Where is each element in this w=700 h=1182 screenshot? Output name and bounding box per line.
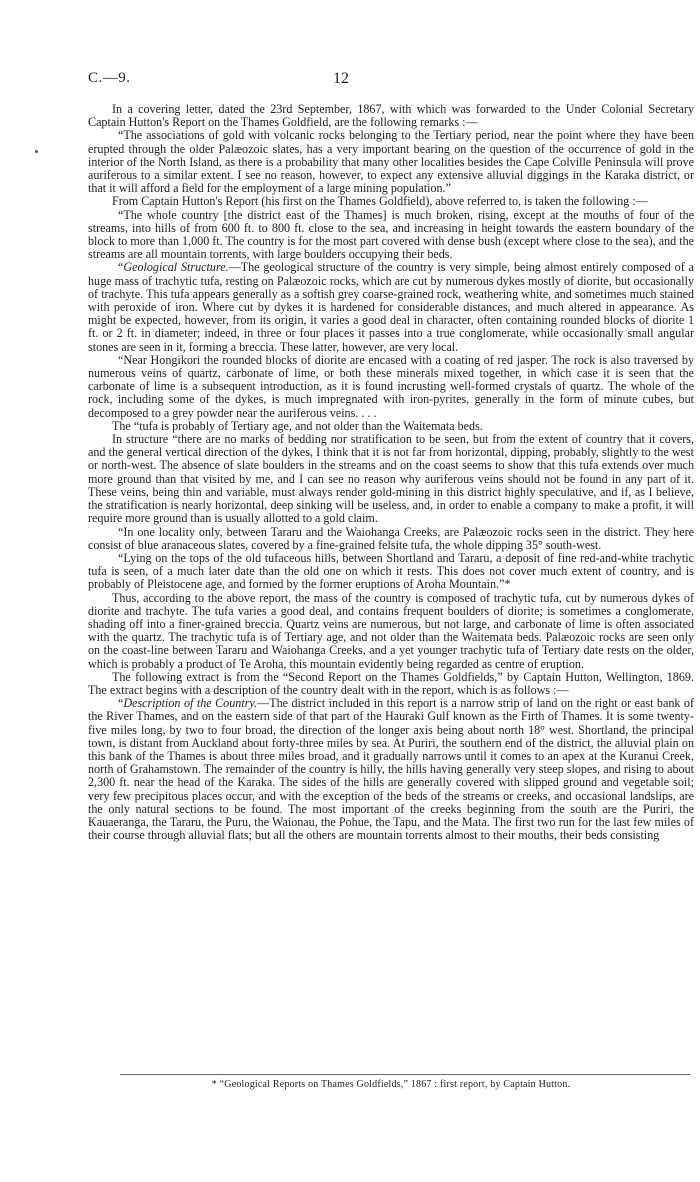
paragraph: From Captain Hutton's Report (his first on the Thames Goldfield), above referred to, is taken the following :— xyxy=(112,194,648,209)
quoted-paragraph: “Lying on the tops of the old tufaceous hills, between Shortland and Tararu, a deposit of fine red-and-white trachytic tufa is seen, of a much later date than the old one on which it rests. This does not cover much extent of country, and is probably of Pleistocene age, and formed by the former eruptions of Aroha Mountain.”* xyxy=(88,550,694,592)
paragraph: The following extract is from the “Second Report on the Thames Goldfields,” by Captain Hutton, Wellington, 1869. The extract begins with a description of the country dealt with in the report, which is as follows :— xyxy=(88,669,694,697)
quoted-paragraph: “Near Hongikori the rounded blocks of diorite are encased with a coating of red jasper. The rock is also traversed by numerous veins of quartz, carbonate of lime, or both these minerals mixed together, in which case it is seen that the carbonate of lime is a subsequent introduction, as it is found incrusting well-formed crystals of quartz. The whole of the rock, including some of the dykes, is much impregnated with iron-pyrites, generally in the form of minute cubes, but decomposed to a grey powder near the auriferous veins. . . . xyxy=(88,352,694,420)
paragraph: In a covering letter, dated the 23rd September, 1867, with which was forwarded to the Under Colonial Secretary Captain Hutton's Report on the Thames Goldfield, are the following remarks :— xyxy=(88,102,694,130)
quoted-paragraph xyxy=(88,261,694,353)
document-body xyxy=(88,103,694,842)
footnote-divider xyxy=(120,1074,690,1075)
section-heading: Geological Structure. xyxy=(123,260,229,275)
paragraph: In structure “there are no marks of bedding nor stratification to be seen, but from the extent of country that it covers, and the general vertical direction of the dykes, I think that it is not far from horizontal, dipping, probably, slightly to the west or north-west. The absence of slate boulders in the streams and on the coast seems to show that this tufa extends over much more ground than that visited by me, and I can see no reason why auriferous veins should not be found in any part of it. These veins, being thin and variable, must always render gold-mining in this district highly speculative, and if, as I believe, the stratification is nearly horizontal, deep sinking will be useless, and, in order to enable a company to make a profit, it will require more ground than is usually allotted to a gold claim. xyxy=(88,432,694,526)
paragraph-text: —The geological structure of the country is very simple, being almost entirely composed of a huge mass of trachytic tufa, resting on Palæozoic rocks, which are cut by numerous dykes mostly of diorite, but occasionally of trachyte. This tufa appears generally as a softish grey coarse-grained rock, weathering white, and sometimes much stained with peroxide of iron. Where cut by dykes it is hardened for considerable distances, and much altered in appearance. As might be expected, however, from its origin, it varies a good deal in character, often containing rounded blocks of diorite 1 ft. or 2 ft. in diameter; indeed, in three or four places it passes into a true conglomerate, while occasionally small angular stones are seen in it, forming a breccia. These latter, however, are very local. xyxy=(88,260,694,354)
paragraph-text: —The district included in this report is a narrow strip of land on the right or east bank of the River Thames, and on the eastern side of that part of the Hauraki Gulf known as the Firth of Thames. It is some twenty-five miles long, by two to four broad, the direction of the longer axis being about north 18° west. Shortland, the principal town, is distant from Auckland about forty-three miles by sea. At Puriri, the southern end of the district, the alluvial plain on this bank of the Thames is about three miles broad, and it gradually narrows until it comes to an apex at the Kuranui Creek, north of Grahamstown. The remainder of the country is hilly, the hills having generally very steep slopes, and rising to about 2,300 ft. near the head of the Karaka. The sides of the hills are generally covered with slipped ground and vegetable soil; very few precipitous places occur, and with the exception of the beds of the streams or creeks, and occasional landslips, are the only natural sections to be found. The most important of the creeks beginning from the south are the Puriri, the Kauaeranga, the Tararu, the Puru, the Waionau, the Pohue, the Tapu, and the Mata. The first two run for the last few miles of their course through alluvial flats; but all the others are mountain torrents almost to their mouths, their beds consisting xyxy=(88,696,694,843)
quoted-paragraph: “In one locality only, between Tararu and the Waiohanga Creeks, are Palæozoic rocks seen in the district. They here consist of blue aranaceous slates, covered by a fine-grained felsite tufa, the whole dipping 35° south-west. xyxy=(88,524,694,552)
document-reference: C.—9. xyxy=(88,70,131,86)
section-heading: Description of the Country. xyxy=(123,696,258,711)
quoted-paragraph xyxy=(88,697,694,842)
page-header xyxy=(88,70,694,92)
quoted-paragraph: “The associations of gold with volcanic rocks belonging to the Tertiary period, near the point where they have been erupted through the older Palæozoic slates, has a very important bearing on the question of the occurrence of gold in the interior of the North Island, as there is a probability that many other localities besides the Cape Colville Peninsula will prove auriferous to a similar extent. I see no reason, however, to expect any extensive alluvial diggings in the Karaka district, or that it will afford a field for the employment of a large mining population.” xyxy=(88,128,694,196)
quoted-paragraph: “The whole country [the district east of the Thames] is much broken, rising, except at the mouths of four of the streams, into hills of from 600 ft. to 800 ft. close to the sea, and increasing in height towards the eastern boundary of the block to more than 1,000 ft. The country is for the most part covered with dense bush (except where close to the sea), and the streams are all mountain torrents, with large boulders occupying their beds. xyxy=(88,207,694,262)
margin-mark xyxy=(35,150,38,153)
paragraph: The “tufa is probably of Tertiary age, and not older than the Waitemata beds. xyxy=(112,418,483,433)
footnote: * “Geological Reports on Thames Goldfields,” 1867 : first report, by Captain Hutton. xyxy=(211,1079,571,1090)
opening-quote: “ xyxy=(118,696,124,711)
opening-quote: “ xyxy=(118,260,124,275)
page-number: 12 xyxy=(333,70,349,87)
paragraph: Thus, according to the above report, the mass of the country is composed of trachytic tufa, cut by numerous dykes of diorite and trachyte. The tufa varies a good deal, and contains frequent boulders of diorite; is sometimes a conglomerate, shading off into a finer-grained breccia. Quartz veins are numerous, but not large, and carbonate of lime is often associated with the quartz. The trachytic tufa is of Tertiary age, and not older than the Waitemata beds. Palæozoic rocks are seen only on the coast-line between Tararu and Waiohanga Creeks, and a yet younger trachytic tufa of Tertiary date rests on the older, which is probably a product of Te Aroha, this mountain evidently being regarded as centre of eruption. xyxy=(88,590,694,671)
